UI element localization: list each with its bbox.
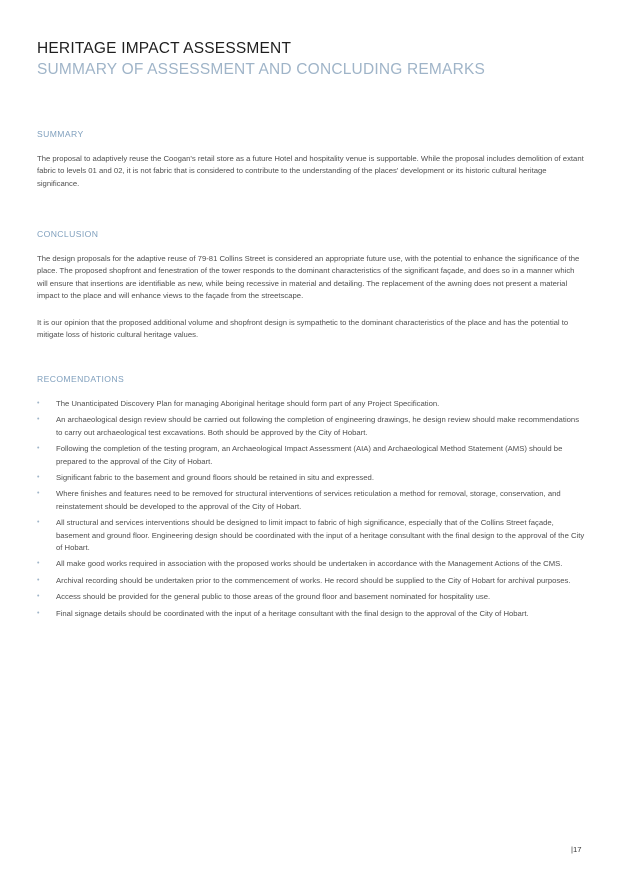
- bullet-icon: •: [37, 490, 40, 498]
- list-item-text: Significant fabric to the basement and ground floors should be retained in situ and expressed.: [56, 473, 374, 483]
- list-item-text: Access should be provided for the general public to those areas of the ground floor and basement nominated for hospitality use.: [56, 592, 491, 602]
- list-item-text: Following the completion of the testing program, an Archaeological Impact Assessment (AIA) and Archaeological Method Statement (AMS) should be prepared to the approval of the City of Hobart.: [56, 444, 563, 466]
- list-item-text: Archival recording should be undertaken prior to the commencement of works. He record should be supplied to the City of Hobart for archival purposes.: [56, 575, 571, 585]
- list-item-text: Final signage details should be coordinated with the input of a heritage consultant with the final design to the approval of the City of Hobart.: [56, 608, 529, 618]
- page-number: [571, 845, 582, 854]
- bullet-icon: •: [37, 400, 40, 407]
- list-item: [37, 558, 585, 570]
- list-item: [37, 608, 585, 620]
- list-item-text: All structural and services interventions should be designed to limit impact to fabric of high significance, especially that of the Collins Street façade, basement and ground floor. Engineering design should be coordinated with the input of a heritage consultant with the final design to the approval of the City of Hobart.: [56, 518, 585, 553]
- list-item-text: All make good works required in association with the proposed works should be undertaken in accordance with the Management Actions of the CMS.: [56, 559, 563, 569]
- list-item-text: An archaeological design review should be carried out following the completion of engineering drawings, he design review should make recommendations to carry out archaeological test excavations. Both should be approved by the City of Hobart.: [56, 415, 580, 437]
- conclusion-paragraph-2: It is our opinion that the proposed additional volume and shopfront design is sympathetic to the dominant characteristics of the place and has the potential to mitigate loss of historic cultural heritage values.: [37, 318, 569, 340]
- bullet-icon: •: [37, 560, 40, 568]
- list-item-text: Where finishes and features need to be removed for structural interventions of services reticulation a method for removal, storage, conservation, and reinstatement should be developed to the approval of the City of Hobart.: [56, 489, 561, 511]
- list-item-text: The Unanticipated Discovery Plan for managing Aboriginal heritage should form part of any Project Specification.: [56, 399, 440, 408]
- bullet-icon: •: [37, 474, 40, 482]
- page-number-bar: |: [571, 845, 573, 854]
- recommendations-list: [37, 398, 585, 624]
- list-item: [37, 517, 585, 554]
- list-item: [37, 443, 585, 468]
- bullet-icon: •: [37, 445, 40, 453]
- list-item: [37, 488, 585, 513]
- list-item: [37, 398, 585, 410]
- page-number-value: 17: [573, 845, 582, 854]
- page-title: HERITAGE IMPACT ASSESSMENT: [37, 40, 292, 57]
- conclusion-paragraph-1: The design proposals for the adaptive reuse of 79-81 Collins Street is considered an appropriate future use, with the potential to enhance the significance of the place. The proposed shopfront and fenestration of the tower responds to the dominant characteristics of the significant façade, and does so in a manner which will ensure that insertions are identifiable as new, while being recessive in material and detailing. The replacement of the awning does not present a material impact to the place and will enhance views to the façade from the streetscape.: [37, 254, 580, 301]
- summary-paragraph: The proposal to adaptively reuse the Coogan's retail store as a future Hotel and hospitality venue is supportable. While the proposal includes demolition of extant fabric to levels 01 and 02, it is not fabric that is considered to contribute to the understanding of the places' development or its historic cultural heritage significance.: [37, 154, 584, 188]
- list-item: [37, 575, 585, 587]
- page-subtitle: SUMMARY OF ASSESSMENT AND CONCLUDING REMARKS: [37, 61, 486, 78]
- conclusion-heading: CONCLUSION: [37, 229, 99, 239]
- list-item: [37, 472, 585, 484]
- bullet-icon: •: [37, 593, 40, 601]
- summary-heading: SUMMARY: [37, 129, 84, 139]
- bullet-icon: •: [37, 576, 40, 584]
- recommendations-heading: RECOMENDATIONS: [37, 374, 125, 384]
- list-item: [37, 591, 585, 603]
- bullet-icon: •: [37, 519, 40, 527]
- list-item: [37, 414, 585, 439]
- bullet-icon: •: [37, 416, 40, 424]
- bullet-icon: •: [37, 609, 40, 617]
